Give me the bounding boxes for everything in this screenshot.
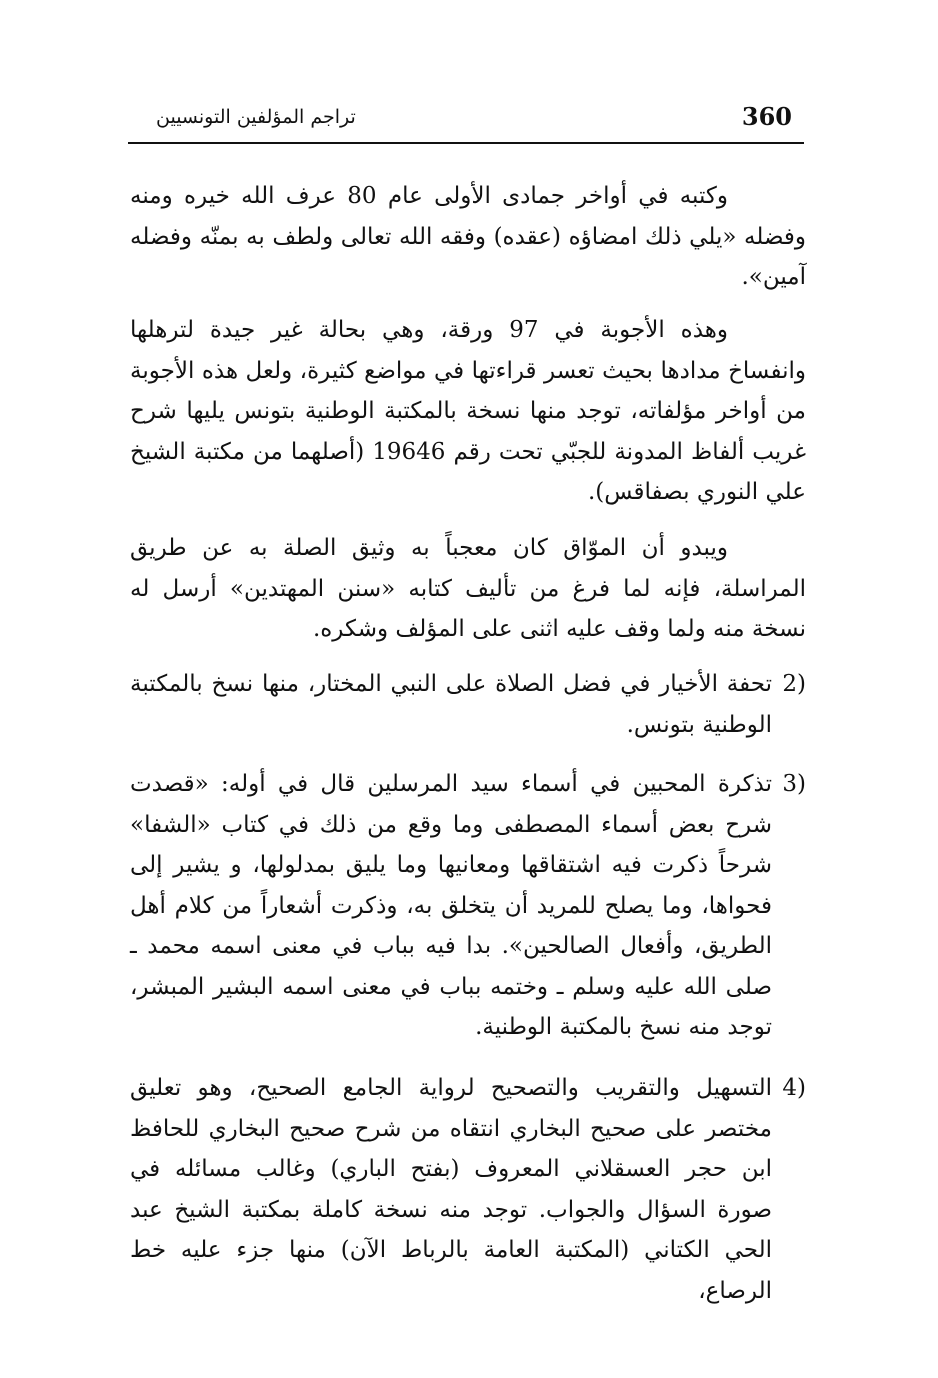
paragraph-answers-description: وهذه الأجوبة في 97 ورقة، وهي بحالة غير جيدة لترهلها وانفساخ مدادها بحيث تعسر قراءتها في مواضع كثيرة، ولعل هذه الأجوبة من أواخر مؤلفاته، توجد منها نسخة بالمكتبة الوطنية بتونس يليها شرح غريب ألفاظ المدونة للجبّي تحت رقم 19646 (أصلهما من مكتبة الشيخ علي النوري بصفاقس).: [130, 317, 806, 505]
paragraph-mawwaq-relation: ويبدو أن الموّاق كان معجباً به وثيق الصلة به عن طريق المراسلة، فإنه لما فرغ من تأليف كتابه «سنن المهتدين» أرسل له نسخة منه ولما وقف عليه اثنى على المؤلف وشكره.: [130, 535, 806, 642]
list-item-text: تذكرة المحبين في أسماء سيد المرسلين قال في أوله: «قصدت شرح بعض أسماء المصطفى وما وقع من ذلك في كتاب «الشفا» شرحاً ذكرت فيه اشتقاقها ومعانيها وما يليق بمدلولها، و يشير إلى فحواها، وما يصلح للمريد أن يتخلق به، وذكرت أشعاراً من كلام أهل الطريق، وأفعال الصالحين». بدا فيه بباب في معنى اسمه محمد ـ صلى الله عليه وسلم ـ وختمه بباب في معنى اسمه البشير المبشر، توجد منه نسخ بالمكتبة الوطنية.: [130, 771, 773, 1040]
list-item-number: 2): [782, 671, 806, 697]
list-item-text: تحفة الأخيار في فضل الصلاة على النبي المختار، منها نسخ بالمكتبة الوطنية بتونس.: [130, 671, 772, 738]
list-item: [130, 664, 806, 745]
list-item: [130, 1068, 806, 1311]
paragraph-signature: وكتبه في أواخر جمادى الأولى عام 80 عرف الله خيره ومنه وفضله «يلي ذلك امضاؤه (عقده) وفقه الله تعالى ولطف به بمنّه وفضله آمين».: [130, 183, 806, 290]
page-header: [128, 100, 804, 144]
list-item: [130, 764, 806, 1048]
list-item-text: التسهيل والتقريب والتصحيح لرواية الجامع الصحيح، وهو تعليق مختصر على صحيح البخاري انتقاه من شرح صحيح البخاري للحافظ ابن حجر العسقلاني المعروف (بفتح الباري) وغالب مسائله في صورة السؤال والجواب. توجد منه نسخة كاملة بمكتبة الشيخ عبد الحي الكتاني (المكتبة العامة بالرباط الآن) منها جزء عليه خط الرصاع،: [130, 1075, 772, 1304]
running-title: تراجم المؤلفين التونسيين: [156, 106, 356, 128]
page-number: 360: [741, 102, 792, 131]
list-item-number: 3): [782, 771, 806, 797]
list-item-number: 4): [782, 1075, 806, 1101]
